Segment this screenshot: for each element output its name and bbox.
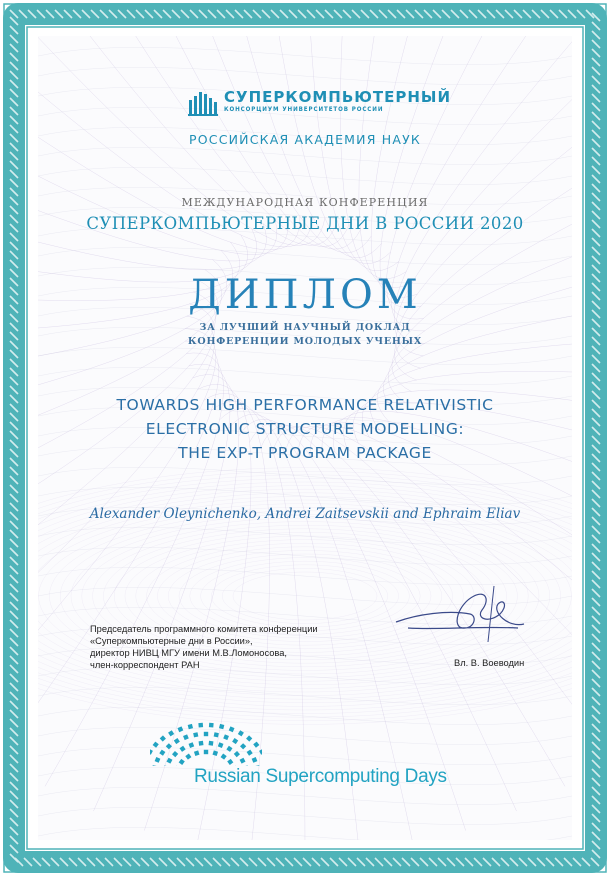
conference-kind: МЕЖДУНАРОДНАЯ КОНФЕРЕНЦИЯ	[181, 196, 429, 209]
consortium-logo	[188, 88, 452, 120]
rsd-logo-icon	[150, 712, 262, 766]
paper-title-line-2: ELECTRONIC STRUCTURE MODELLING:	[145, 420, 465, 438]
award-line-2: КОНФЕРЕНЦИИ МОЛОДЫХ УЧЕНЫХ	[187, 336, 423, 347]
conference-name: СУПЕРКОМПЬЮТЕРНЫЕ ДНИ В РОССИИ 2020	[86, 214, 524, 233]
consortium-logo-subtitle: КОНСОРЦИУМ УНИВЕРСИТЕТОВ РОССИИ	[224, 106, 384, 113]
paper-title-line-3: THE EXP-T PROGRAM PACKAGE	[178, 444, 432, 462]
signatory-position-line-1: Председатель программного комитета конференции	[90, 624, 318, 634]
academy-name: РОССИЙСКАЯ АКАДЕМИЯ НАУК	[188, 132, 422, 147]
paper-authors: Alexander Oleynichenko, Andrei Zaitsevskii and Ephraim Eliav	[89, 506, 521, 522]
diploma-body	[38, 36, 572, 840]
consortium-logo-title: СУПЕРКОМПЬЮТЕРНЫЙ	[224, 88, 452, 106]
handwritten-signature	[378, 584, 538, 644]
diploma-heading: ДИПЛОМ	[188, 272, 422, 318]
guilloche-background	[38, 36, 572, 840]
consortium-logo-icon	[188, 90, 218, 116]
signatory-position-line-4: член-корреспондент РАН	[90, 660, 200, 670]
rsd-logo-text: Russian Supercomputing Days	[194, 766, 447, 787]
paper-title-line-1: TOWARDS HIGH PERFORMANCE RELATIVISTIC	[116, 396, 494, 414]
award-line-1: ЗА ЛУЧШИЙ НАУЧНЫЙ ДОКЛАД	[199, 322, 411, 333]
signer-name: Вл. В. Воеводин	[454, 658, 525, 668]
signatory-position-line-2: «Суперкомпьютерные дни в России»,	[90, 636, 253, 646]
signatory-position-line-3: директор НИВЦ МГУ имени М.В.Ломоносова,	[90, 648, 287, 658]
